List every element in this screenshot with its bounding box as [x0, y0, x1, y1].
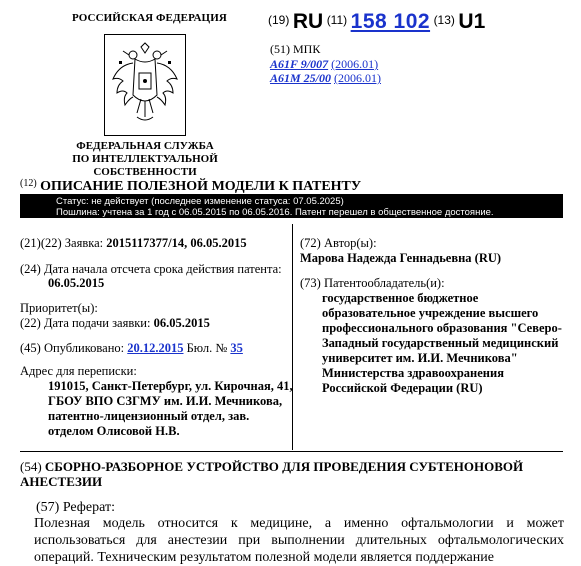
fee-line: Пошлина: учтена за 1 год с 06.05.2015 по 06.05.2016. Патент перешел в общественное достояние.: [56, 207, 494, 218]
model-title: (54) СБОРНО-РАЗБОРНОЕ УСТРОЙСТВО ДЛЯ ПРОВЕДЕНИЯ СУБТЕНОНОВОЙ АНЕСТЕЗИИ: [20, 459, 524, 489]
bulletin-number-link[interactable]: 35: [230, 341, 243, 355]
address-line: ГБОУ ВПО СЗГМУ им. И.И. Мечникова,: [48, 394, 283, 408]
author-value: Марова Надежда Геннадьевна (RU): [300, 251, 502, 265]
kind-code: U1: [458, 10, 486, 33]
section-divider: [20, 451, 563, 452]
owner-line: Министерства здравоохранения: [322, 366, 504, 380]
patent-number-link[interactable]: 158 102: [350, 10, 431, 33]
address-line: 191015, Санкт-Петербург, ул. Кирочная, 41,: [48, 379, 293, 393]
agency-name: ФЕДЕРАЛЬНАЯ СЛУЖБА ПО ИНТЕЛЛЕКТУАЛЬНОЙ СОБСТВЕННОСТИ: [72, 140, 218, 178]
author-label: (72) Автор(ы):: [300, 236, 377, 250]
ipc-class-2: A61M 25/00 (2006.01): [270, 71, 382, 85]
owner-line: Западный государственный медицинский: [322, 336, 559, 350]
address-label: Адрес для переписки:: [20, 364, 137, 378]
status-line: Статус: не действует (последнее изменение статуса: 07.05.2025): [56, 196, 344, 207]
country-name: РОССИЙСКАЯ ФЕДЕРАЦИЯ: [72, 12, 227, 24]
status-box: [20, 194, 563, 218]
document-title: $^{(12)}$ ОПИСАНИЕ ПОЛЕЗНОЙ МОДЕЛИ К ПАТЕНТУ: [20, 178, 362, 194]
coat-of-arms-emblem: [104, 34, 186, 136]
publication-number-row: (19) RU (11) 158 102 (13) U1: [268, 10, 486, 33]
priority-label: Приоритет(ы):: [20, 301, 98, 315]
ipc-class-link[interactable]: A61M 25/00: [270, 71, 332, 85]
mpk-label: (51) МПК: [270, 42, 321, 56]
owner-line: профессионального образования "Северо-: [322, 321, 562, 335]
abstract-text: Полезная модель относится к медицине, а именно офтальмологии и может использоваться для анестезии при выполнении длительных офтальмологических операций. Техническим результатом полезной модели является поддержание: [34, 516, 564, 565]
column-divider: [292, 224, 293, 450]
published-date-link[interactable]: 20.12.2015: [127, 341, 184, 355]
owner-line: Российской Федерации (RU): [322, 381, 483, 395]
double-headed-eagle-icon: [105, 35, 185, 135]
owner-line: образовательное учреждение высшего: [322, 306, 539, 320]
start-date-label: (24) Дата начала отсчета срока действия патента:: [20, 262, 282, 276]
owner-line: государственное бюджетное: [322, 291, 479, 305]
filing-date-field: (22) Дата подачи заявки: 06.05.2015: [20, 316, 210, 330]
ipc-class-1: A61F 9/007 (2006.01): [270, 57, 379, 71]
start-date-value: 06.05.2015: [48, 276, 105, 290]
abstract-label: (57) Реферат:: [36, 500, 115, 515]
ipc-class-link[interactable]: A61F 9/007: [270, 57, 329, 71]
application-field: (21)(22) Заявка: 2015117377/14, 06.05.2015: [20, 236, 247, 250]
address-line: отделом Олисовой Н.В.: [48, 424, 180, 438]
owner-line: университет им. И.И. Мечникова": [322, 351, 518, 365]
published-field: (45) Опубликовано: 20.12.2015 Бюл. № 35: [20, 341, 243, 355]
country-code: RU: [292, 10, 324, 33]
owner-label: (73) Патентообладатель(и):: [300, 276, 445, 290]
address-line: патентно-лицензионный отдел, зав.: [48, 409, 250, 423]
